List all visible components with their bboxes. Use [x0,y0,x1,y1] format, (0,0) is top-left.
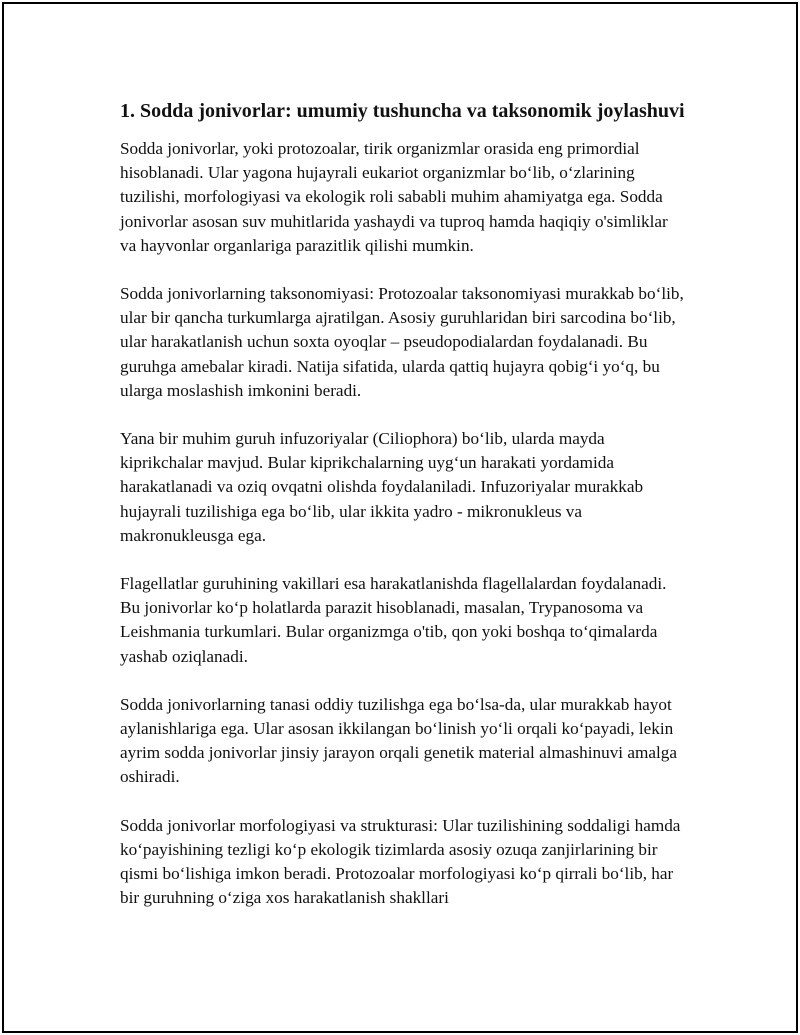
paragraph-life-cycle: Sodda jonivorlarning tanasi oddiy tuzilishga ega bo‘lsa-da, ular murakkab hayot aylanishlariga ega. Ular asosan ikkilangan bo‘linish yo‘li orqali ko‘payadi, lekin ayrim sodda jonivorlar jinsiy jarayon orqali genetik material almashinuvi amalga oshiradi. [120,694,677,787]
paragraph-intro: Sodda jonivorlar, yoki protozoalar, tirik organizmlar orasida eng primordial hisoblanadi. Ular yagona hujayrali eukariot organizmlar bo‘lib, o‘zlarining tuzilishi, morfologiyasi va ekologik roli sababli muhim ahamiyatga ega. Sodda jonivorlar asosan suv muhitlarida yashaydi va tuproq hamda haqiqiy o'simliklar va hayvonlar organlariga parazitlik qilishi mumkin. [120,139,668,255]
document-body [120,98,686,934]
paragraph-morphology: Sodda jonivorlar morfologiyasi va strukturasi: Ular tuzilishining soddaligi hamda ko‘payishining tezligi ko‘p ekologik tizimlarda asosiy ozuqa zanjirlarining bir qismi bo‘lishiga imkon beradi. Protozoalar morfologiyasi ko‘p qirrali bo‘lib, har bir guruhning o‘ziga xos harakatlanish shakllari [120,815,681,908]
paragraph-flagellates: Flagellatlar guruhining vakillari esa harakatlanishda flagellalardan foydalanadi. Bu jonivorlar ko‘p holatlarda parazit hisoblanadi, masalan, Trypanosoma va Leishmania turkumlari. Bular organizmga o'tib, qon yoki boshqa to‘qimalarda yashab oziqlanadi. [120,574,667,666]
section-heading: 1. Sodda jonivorlar: umumiy tushuncha va taksonomik joylashuvi [120,100,685,122]
document-page [2,2,798,1033]
paragraph-taxonomy: Sodda jonivorlarning taksonomiyasi: Protozoalar taksonomiyasi murakkab bo‘lib, ular bir qancha turkumlarga ajratilgan. Asosiy guruhlaridan biri sarcodina bo‘lib, ular harakatlanish uchun soxta oyoqlar – pseudopodialardan foydalanadi. Bu guruhga amebalar kiradi. Natija sifatida, ularda qattiq hujayra qobig‘i yo‘q, bu ularga moslashish imkonini beradi. [120,284,684,400]
paragraph-ciliophora: Yana bir muhim guruh infuzoriyalar (Ciliophora) bo‘lib, ularda mayda kiprikchalar mavjud. Bular kiprikchalarning uyg‘un harakati yordamida harakatlanadi va oziq ovqatni olishda foydalaniladi. Infuzoriyalar murakkab hujayrali tuzilishiga ega bo‘lib, ular ikkita yadro - mikronukleus va makronukleusga ega. [120,429,644,545]
